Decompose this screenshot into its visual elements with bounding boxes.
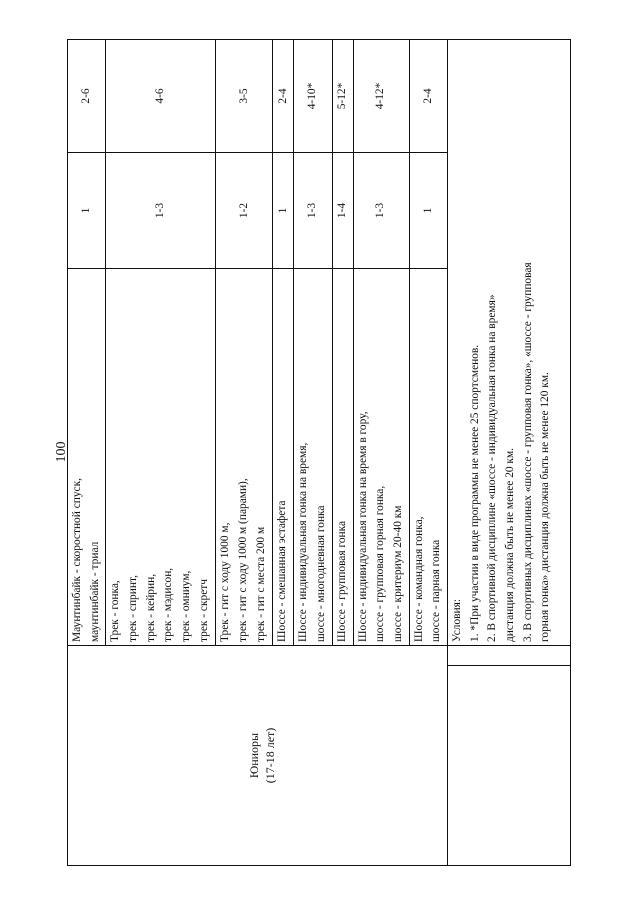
rotated-table-container <box>67 40 571 866</box>
age-group-ages: (17-18 лет) <box>262 727 277 784</box>
page-number: 100 <box>54 441 69 463</box>
count-cell: 5-12* <box>332 39 353 152</box>
places-cell: 1 <box>409 152 447 268</box>
places-cell: 1-4 <box>332 152 353 268</box>
count-cell: 2-4 <box>409 39 447 152</box>
empty-cell <box>448 666 571 866</box>
conditions-heading: Условия: <box>451 598 464 642</box>
places-cell: 1-2 <box>216 152 273 268</box>
age-group-name: Юниоры <box>246 732 261 779</box>
table-row <box>448 39 571 865</box>
table-row <box>68 39 106 865</box>
places-cell: 1-3 <box>353 152 409 268</box>
discipline-cell: Шоссе - индивидуальная гонка на время, шоссе - многодневная гонка <box>294 268 332 645</box>
discipline-cell: Шоссе - смешанная эстафета <box>273 268 294 645</box>
discipline-cell: Шоссе - командная гонка, шоссе - парная гонка <box>409 268 447 645</box>
count-cell: 4-12* <box>353 39 409 152</box>
count-cell: 2-6 <box>68 39 106 152</box>
count-cell: 4-6 <box>106 39 216 152</box>
condition-line: 3. В спортивных дисциплинах «шоссе - групповая гонка», «шоссе - групповая <box>521 262 534 642</box>
count-cell: 4-10* <box>294 39 332 152</box>
discipline-cell: Шоссе - индивидуальная гонка на время в гору, шоссе - групповая горная гонка, шоссе - критериум 20-40 км <box>353 268 409 645</box>
condition-line: 2. В спортивной дисциплине «шоссе - индивидуальная гонка на время» <box>486 294 499 642</box>
discipline-cell: Трек - гонка, трек - спринт, трек - кейрин, трек - мэдисон, трек - омниум, трек - скретч <box>106 268 216 645</box>
discipline-cell: Трек - гит с ходу 1000 м, трек - гит с ходу 1000 м (парами), трек - гит с места 200 м <box>216 268 273 645</box>
condition-line: 1. *При участии в виде программы не менее 25 спортсменов. <box>468 344 481 642</box>
discipline-cell: Шоссе - групповая гонка <box>332 268 353 645</box>
condition-line: горная гонка» дистанция должна быть не менее 120 км. <box>539 372 552 642</box>
places-cell: 1 <box>273 152 294 268</box>
count-cell: 2-4 <box>273 39 294 152</box>
empty-cell <box>448 645 571 665</box>
places-cell: 1 <box>68 152 106 268</box>
places-cell: 1-3 <box>106 152 216 268</box>
discipline-cell: Маунтинбайк - скоростной спуск, маунтинбайк - триал <box>68 268 106 645</box>
age-group-cell <box>68 645 448 865</box>
count-cell: 3-5 <box>216 39 273 152</box>
places-cell: 1-3 <box>294 152 332 268</box>
sport-disciplines-table <box>67 39 571 866</box>
conditions-cell <box>448 39 571 645</box>
condition-line: дистанция должна быть не менее 20 км. <box>504 447 517 642</box>
